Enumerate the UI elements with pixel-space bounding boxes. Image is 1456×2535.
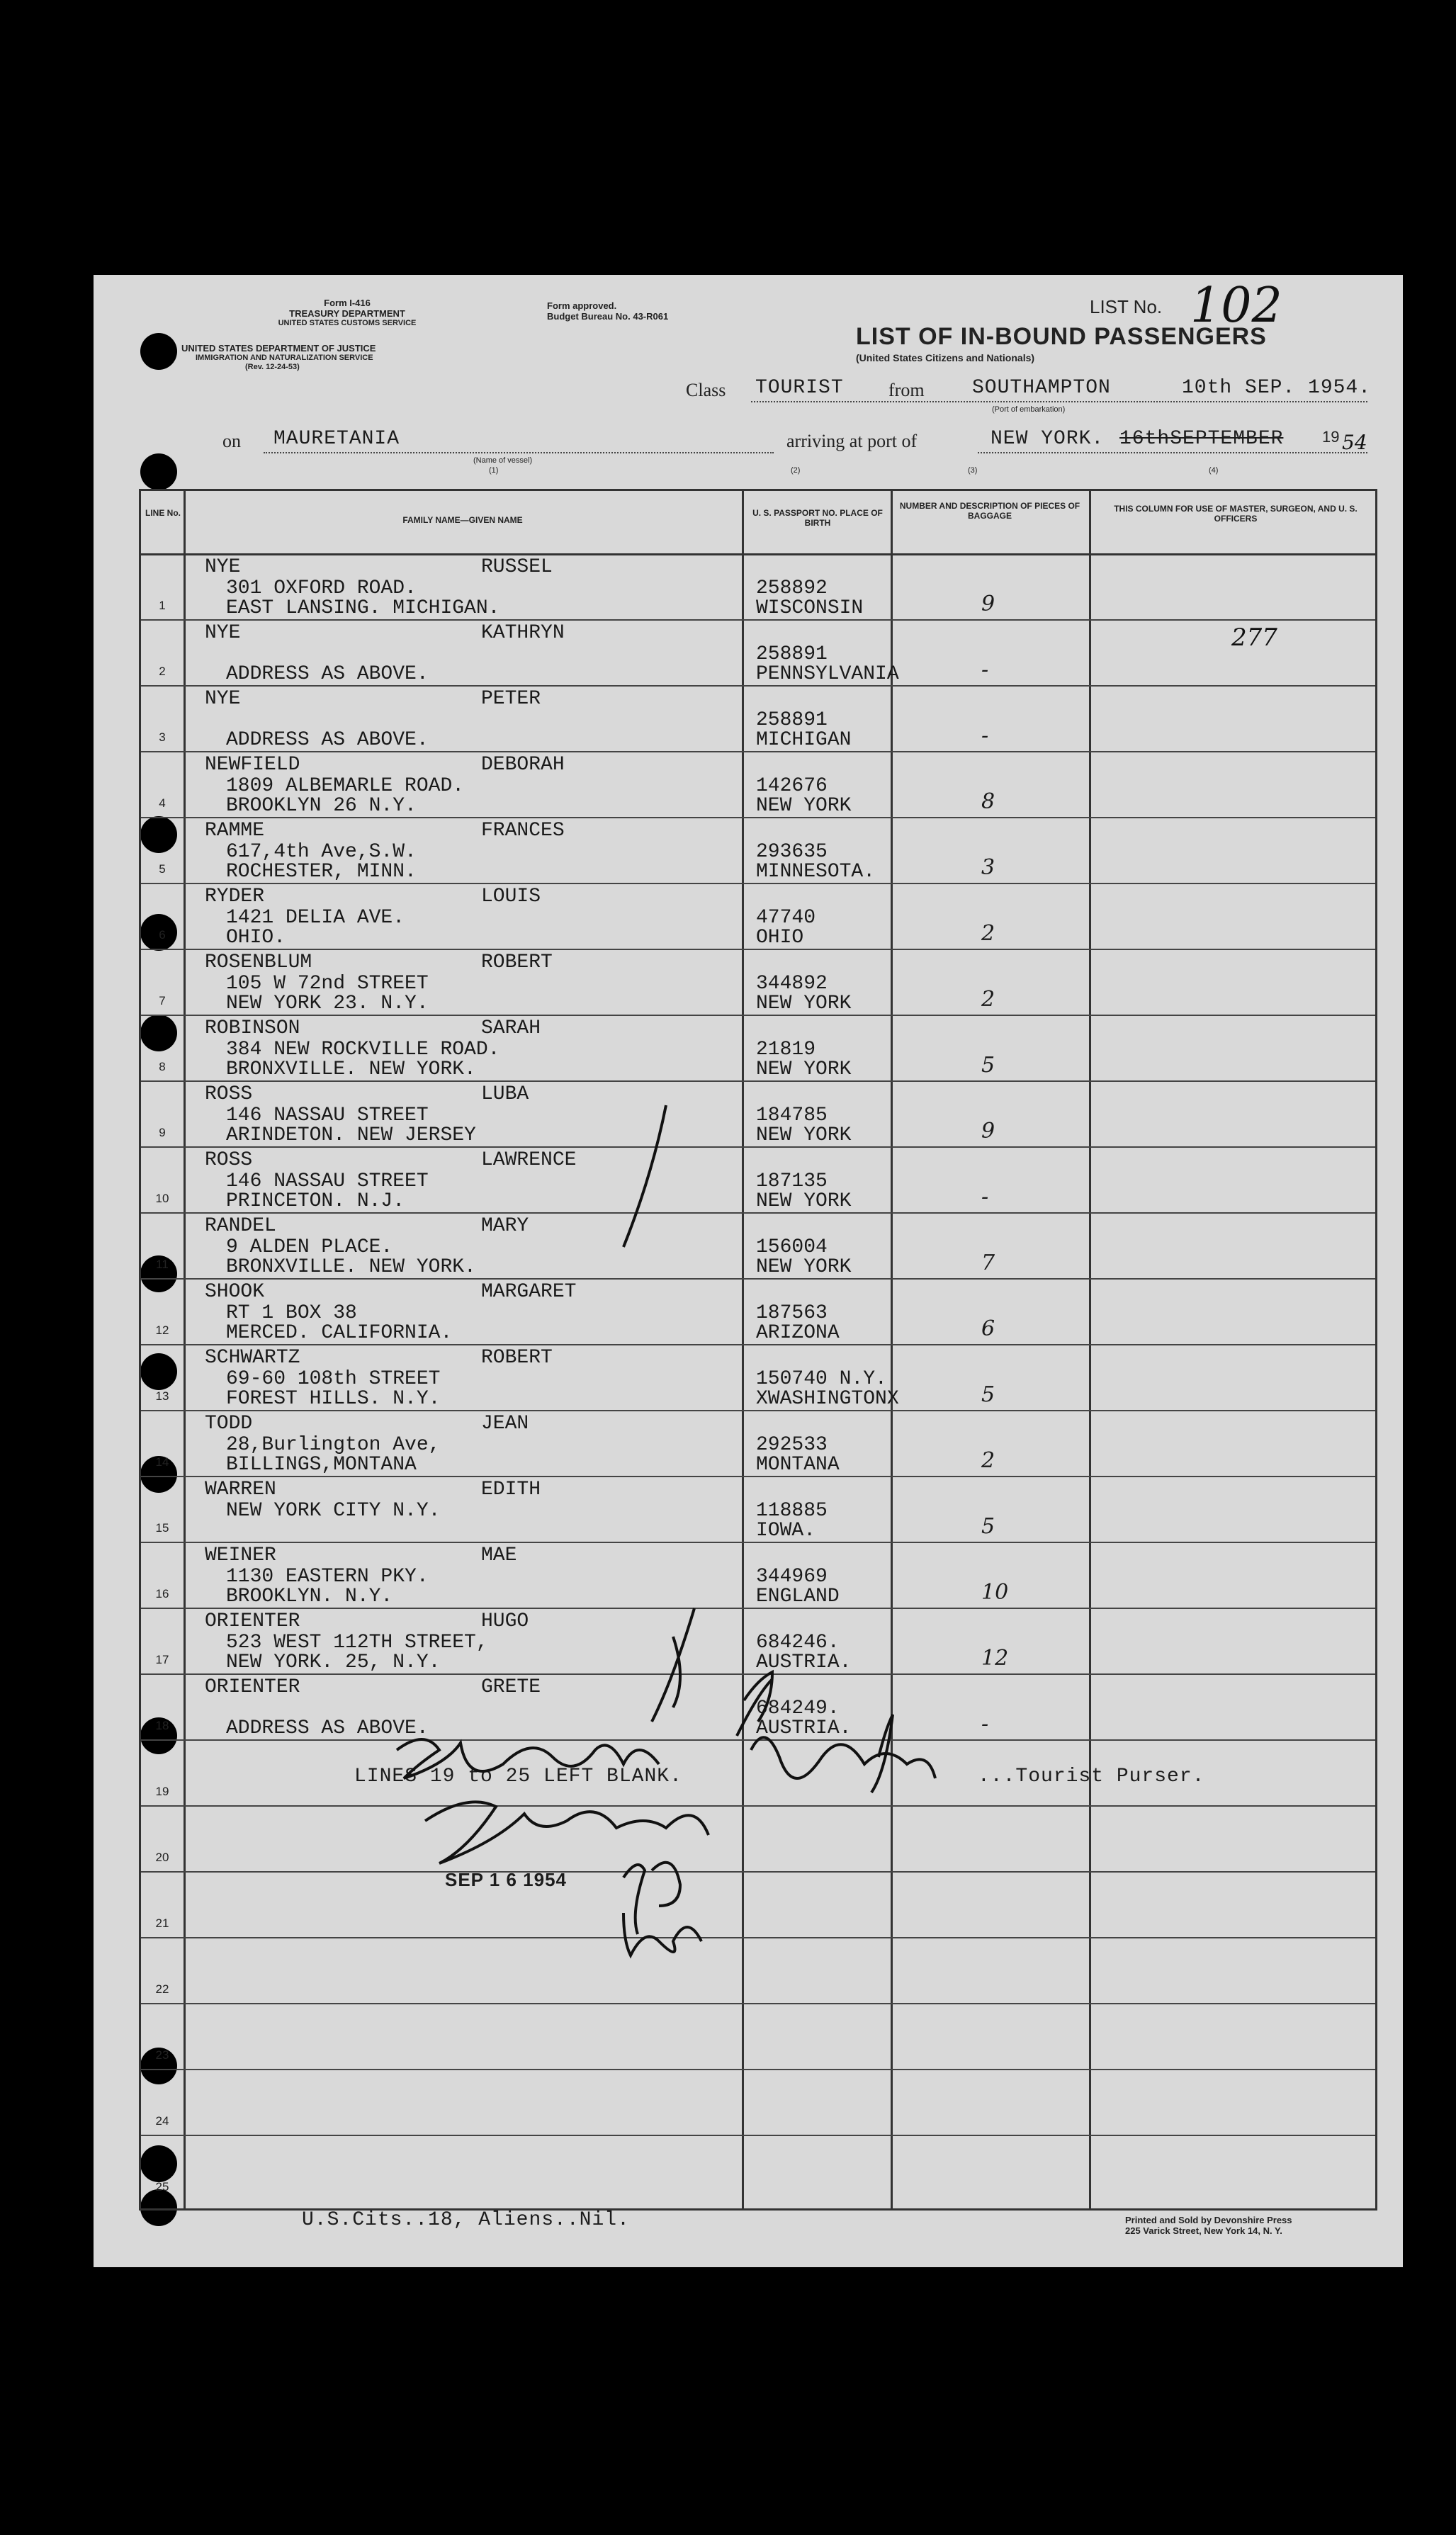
family-name: NYE: [205, 688, 241, 710]
list-number-label: LIST No.: [1090, 296, 1163, 317]
given-name: JEAN: [481, 1413, 529, 1435]
embarkation-port: SOUTHAMPTON: [972, 377, 1111, 399]
baggage-count: 5: [981, 1053, 995, 1078]
passport-number: 187563: [756, 1302, 828, 1324]
address-line-2: BILLINGS,MONTANA: [226, 1454, 417, 1476]
address-line-2: NEW YORK. 25, N.Y.: [226, 1652, 441, 1673]
address-line-2: NEW YORK 23. N.Y.: [226, 993, 429, 1015]
address-line-2: ROCHESTER, MINN.: [226, 861, 417, 883]
lines-blank-note: LINES 19 to 25 LEFT BLANK.: [354, 1766, 682, 1788]
given-name: GRETE: [481, 1676, 541, 1698]
given-name: RUSSEL: [481, 556, 553, 578]
embarkation-date: 10th SEP. 1954.: [1182, 377, 1372, 399]
given-name: EDITH: [481, 1479, 541, 1501]
line-number: 25: [155, 2180, 169, 2194]
line-number: 5: [159, 862, 166, 876]
place-of-birth: NEW YORK: [756, 795, 852, 817]
line-number: 10: [155, 1192, 169, 1205]
passport-number: 293635: [756, 841, 828, 863]
place-of-birth: NEW YORK: [756, 1058, 852, 1080]
on-label: on: [222, 431, 241, 451]
baggage-count: -: [981, 1712, 989, 1737]
line-number: 16: [155, 1587, 169, 1600]
col-mark-2: (2): [791, 466, 801, 475]
arrival-port: NEW YORK.: [991, 428, 1105, 450]
passport-number: 118885: [756, 1500, 828, 1522]
class-value: TOURIST: [755, 377, 844, 399]
address-line-1: 1421 DELIA AVE.: [226, 907, 405, 929]
baggage-count: 5: [981, 1514, 995, 1539]
family-name: NYE: [205, 556, 241, 578]
col-header-name: FAMILY NAME—GIVEN NAME: [402, 515, 523, 525]
family-name: ROBINSON: [205, 1017, 300, 1039]
family-name: RANDEL: [205, 1215, 276, 1237]
place-of-birth: ENGLAND: [756, 1586, 840, 1608]
passport-number: 142676: [756, 775, 828, 797]
family-name: ORIENTER: [205, 1610, 300, 1632]
passport-number: 187135: [756, 1170, 828, 1192]
printer-info: Printed and Sold by Devonshire Press 225 Varick Street, New York 14, N. Y.: [1125, 2215, 1292, 2236]
line-number: 15: [155, 1521, 169, 1535]
line-number: 2: [159, 665, 166, 678]
address-line-1: NEW YORK CITY N.Y.: [226, 1500, 441, 1522]
passport-number: 184785: [756, 1105, 828, 1127]
address-line-1: 301 OXFORD ROAD.: [226, 577, 417, 599]
arriving-label: arriving at port of: [786, 431, 918, 451]
place-of-birth: NEW YORK: [756, 1124, 852, 1146]
place-of-birth: WISCONSIN: [756, 597, 864, 619]
totals: U.S.Cits..18, Aliens..Nil.: [302, 2209, 630, 2231]
from-label: from: [888, 380, 925, 400]
family-name: WARREN: [205, 1479, 276, 1501]
passport-number: 21819: [756, 1039, 816, 1061]
address-line-1: 384 NEW ROCKVILLE ROAD.: [226, 1039, 500, 1061]
address-line-1: 105 W 72nd STREET: [226, 973, 429, 995]
line-number: 23: [155, 2048, 169, 2062]
line-number: 6: [159, 928, 166, 942]
baggage-count: 5: [981, 1382, 995, 1407]
form-title: LIST OF IN-BOUND PASSENGERS: [856, 323, 1267, 350]
passport-number: 684249.: [756, 1698, 840, 1720]
address-line-2: BRONXVILLE. NEW YORK.: [226, 1256, 476, 1278]
baggage-count: -: [981, 1185, 989, 1209]
form-header-left: Form I-416 TREASURY DEPARTMENT UNITED STATES CUSTOMS SERVICE: [278, 298, 417, 327]
address-line-2: EAST LANSING. MICHIGAN.: [226, 597, 500, 619]
purser-label: ...Tourist Purser.: [978, 1766, 1205, 1788]
baggage-count: 2: [981, 921, 995, 946]
col-header-baggage: NUMBER AND DESCRIPTION OF PIECES OF BAGGAGE: [899, 501, 1080, 521]
justice-dept: UNITED STATES DEPARTMENT OF JUSTICE IMMIGRATION AND NATURALIZATION SERVICE (Rev. 12-24-53): [181, 343, 376, 371]
date-stamp: SEP 1 6 1954: [445, 1869, 567, 1890]
given-name: LUBA: [481, 1083, 529, 1105]
line-number: 8: [159, 1060, 166, 1073]
baggage-count: 2: [981, 987, 995, 1012]
passport-number: 344892: [756, 973, 828, 995]
col-mark-3: (3): [968, 466, 978, 475]
budget-info: Form approved. Budget Bureau No. 43-R061: [547, 300, 669, 322]
family-name: NEWFIELD: [205, 754, 300, 776]
line-number: 20: [155, 1851, 169, 1864]
col-header-officers: THIS COLUMN FOR USE OF MASTER, SURGEON, AND U. S. OFFICERS: [1114, 504, 1358, 524]
family-name: ROSENBLUM: [205, 952, 312, 973]
baggage-count: 10: [981, 1580, 1009, 1605]
family-name: ROSS: [205, 1083, 253, 1105]
place-of-birth: XWASHINGTONX: [756, 1388, 899, 1410]
baggage-count: 7: [981, 1250, 995, 1275]
given-name: KATHRYN: [481, 622, 565, 644]
place-of-birth: MINNESOTA.: [756, 861, 876, 883]
place-of-birth: ARIZONA: [756, 1322, 840, 1344]
baggage-count: 12: [981, 1646, 1009, 1671]
passport-number: 47740: [756, 907, 816, 929]
given-name: LOUIS: [481, 886, 541, 908]
vessel-name: MAURETANIA: [273, 428, 400, 450]
family-name: WEINER: [205, 1545, 276, 1566]
given-name: LAWRENCE: [481, 1149, 577, 1171]
place-of-birth: MONTANA: [756, 1454, 840, 1476]
passport-number: 292533: [756, 1434, 828, 1456]
class-label: Class: [686, 380, 726, 400]
address-line-1: 28,Burlington Ave,: [226, 1434, 441, 1456]
given-name: MAE: [481, 1545, 517, 1566]
address-line-2: FOREST HILLS. N.Y.: [226, 1388, 441, 1410]
place-of-birth: MICHIGAN: [756, 729, 852, 751]
given-name: SARAH: [481, 1017, 541, 1039]
baggage-count: 6: [981, 1316, 995, 1341]
given-name: ROBERT: [481, 952, 553, 973]
address-line-2: ARINDETON. NEW JERSEY: [226, 1124, 476, 1146]
col-header-line: LINE No.: [145, 508, 181, 518]
line-number: 24: [155, 2114, 169, 2128]
address-line-1: 523 WEST 112TH STREET,: [226, 1632, 488, 1654]
passport-number: 150740 N.Y.: [756, 1368, 887, 1390]
col-header-passport: U. S. PASSPORT NO. PLACE OF BIRTH: [752, 508, 883, 528]
family-name: RYDER: [205, 886, 265, 908]
line-number: 13: [155, 1389, 169, 1403]
address-line-2: BRONXVILLE. NEW YORK.: [226, 1058, 476, 1080]
address-line-2: PRINCETON. N.J.: [226, 1190, 405, 1212]
given-name: HUGO: [481, 1610, 529, 1632]
given-name: ROBERT: [481, 1347, 553, 1369]
arrival-date: 16thSEPTEMBER: [1119, 428, 1284, 450]
address-line-1: 146 NASSAU STREET: [226, 1170, 429, 1192]
list-number: 102: [1190, 278, 1282, 334]
address-line-2: BROOKLYN 26 N.Y.: [226, 795, 417, 817]
place-of-birth: IOWA.: [756, 1520, 816, 1542]
address-line-2: ADDRESS AS ABOVE.: [226, 729, 429, 751]
given-name: MARY: [481, 1215, 529, 1237]
baggage-count: 2: [981, 1448, 995, 1473]
baggage-count: -: [981, 723, 989, 748]
address-line-2: ADDRESS AS ABOVE.: [226, 663, 429, 685]
family-name: RAMME: [205, 820, 265, 842]
line-number: 7: [159, 994, 166, 1007]
year-printed: 19: [1322, 428, 1340, 446]
address-line-1: 1130 EASTERN PKY.: [226, 1566, 429, 1588]
baggage-count: 8: [981, 789, 995, 814]
place-of-birth: NEW YORK: [756, 1190, 852, 1212]
address-line-1: RT 1 BOX 38: [226, 1302, 357, 1324]
passport-number: 258892: [756, 577, 828, 599]
address-line-2: ADDRESS AS ABOVE.: [226, 1717, 429, 1739]
line-number: 19: [155, 1785, 169, 1798]
passport-number: 344969: [756, 1566, 828, 1588]
baggage-count: 3: [981, 855, 995, 880]
line-number: 12: [155, 1323, 169, 1337]
passport-number: 156004: [756, 1236, 828, 1258]
family-name: SHOOK: [205, 1281, 265, 1303]
year-written: 54: [1342, 431, 1367, 454]
address-line-1: 9 ALDEN PLACE.: [226, 1236, 393, 1258]
line-number: 11: [156, 1258, 169, 1271]
family-name: TODD: [205, 1413, 253, 1435]
passport-number: 258891: [756, 709, 828, 731]
passport-number: 684246.: [756, 1632, 840, 1654]
family-name: NYE: [205, 622, 241, 644]
baggage-count: 9: [981, 592, 995, 616]
place-of-birth: PENNSYLVANIA: [756, 663, 899, 685]
passport-number: 258891: [756, 643, 828, 665]
line-number: 14: [155, 1455, 169, 1469]
given-name: FRANCES: [481, 820, 565, 842]
address-line-2: BROOKLYN. N.Y.: [226, 1586, 393, 1608]
col-mark-4: (4): [1209, 466, 1219, 475]
family-name: ROSS: [205, 1149, 253, 1171]
col-mark-1: (1): [489, 466, 499, 475]
officer-annotation: 277: [1231, 623, 1277, 652]
address-line-1: 1809 ALBEMARLE ROAD.: [226, 775, 465, 797]
vessel-note: (Name of vessel): [473, 456, 533, 465]
address-line-1: 69-60 108th STREET: [226, 1368, 441, 1390]
place-of-birth: AUSTRIA.: [756, 1717, 852, 1739]
place-of-birth: OHIO: [756, 927, 804, 949]
address-line-1: 617,4th Ave,S.W.: [226, 841, 417, 863]
line-number: 22: [155, 1982, 169, 1996]
line-number: 18: [155, 1719, 169, 1732]
line-number: 1: [159, 599, 166, 612]
baggage-count: -: [981, 657, 989, 682]
place-of-birth: NEW YORK: [756, 993, 852, 1015]
place-of-birth: NEW YORK: [756, 1256, 852, 1278]
address-line-2: OHIO.: [226, 927, 286, 949]
line-number: 17: [155, 1653, 169, 1666]
line-number: 4: [159, 796, 166, 810]
line-number: 3: [159, 730, 166, 744]
line-number: 9: [159, 1126, 166, 1139]
place-of-birth: AUSTRIA.: [756, 1652, 852, 1673]
given-name: MARGARET: [481, 1281, 577, 1303]
family-name: ORIENTER: [205, 1676, 300, 1698]
given-name: PETER: [481, 688, 541, 710]
form-subtitle: (United States Citizens and Nationals): [856, 352, 1035, 363]
given-name: DEBORAH: [481, 754, 565, 776]
address-line-1: 146 NASSAU STREET: [226, 1105, 429, 1127]
port-note: (Port of embarkation): [992, 405, 1066, 414]
address-line-2: MERCED. CALIFORNIA.: [226, 1322, 453, 1344]
baggage-count: 9: [981, 1119, 995, 1144]
line-number: 21: [155, 1916, 169, 1930]
family-name: SCHWARTZ: [205, 1347, 300, 1369]
